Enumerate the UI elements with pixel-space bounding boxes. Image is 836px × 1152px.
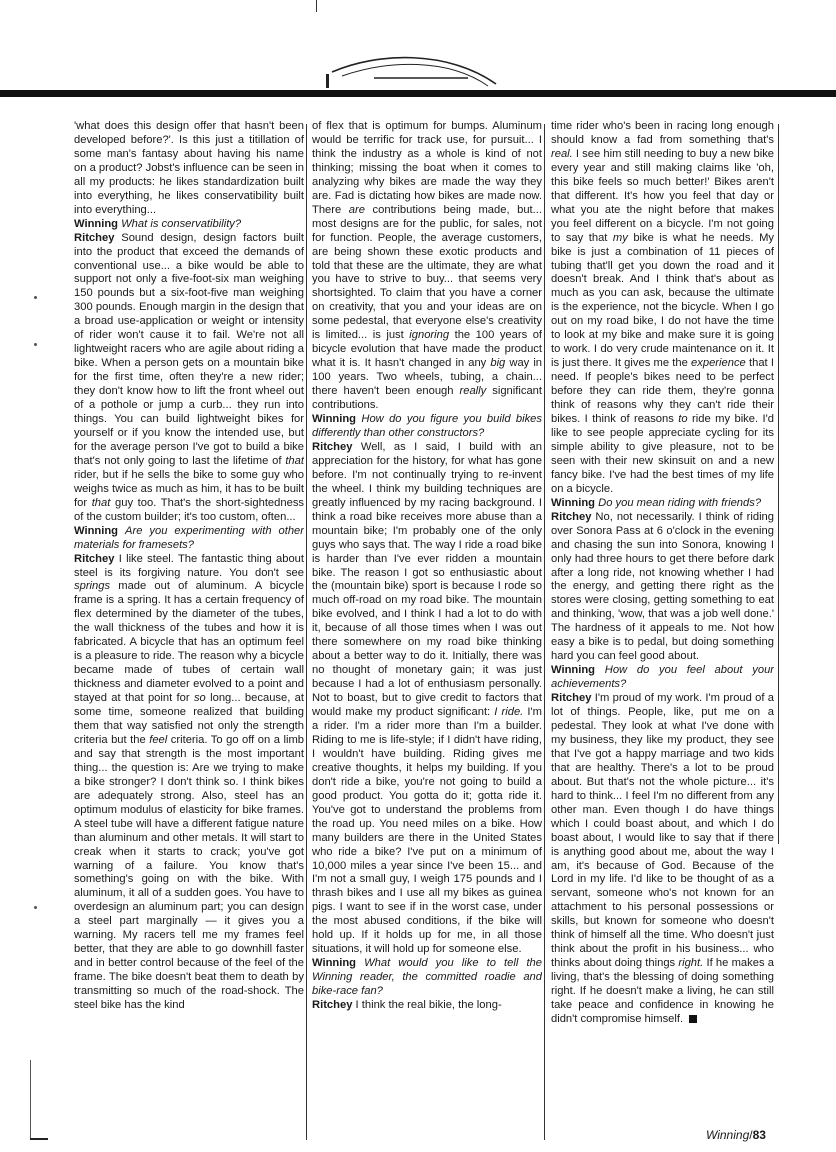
folio-separator: / <box>749 1128 753 1142</box>
column-rule <box>544 124 545 1140</box>
page-header <box>0 0 836 98</box>
interview-answer: Ritchey No, not necessarily. I think of riding over Sonora Pass at 6 o'clock in the evening and chasing the sun into Sonora, knowing I only had three hours to get there before dark after a long ride, not knowing whether I had the energy, and getting there right as the stores were closing, getting something to eat and thinking, 'wow, that was a job well done.' The hardness of it appeals to me. Not how easy a bike is to pedal, but doing something hard you can feel good about. <box>551 510 774 663</box>
speaker-label: Winning <box>551 496 596 509</box>
speaker-label: Winning <box>74 217 119 230</box>
speaker-label: Ritchey <box>74 552 115 565</box>
end-of-article-mark <box>689 1015 697 1023</box>
interview-question: Winning Are you experimenting with other materials for framesets? <box>74 524 304 551</box>
speaker-label: Winning <box>312 957 357 970</box>
interview-answer: Ritchey I like steel. The fantastic thing about steel is its forgiving nature. You don't see springs made out of aluminum. A bicycle frame is a spring. It has a certain frequency of flex determined by the diameter of the tubes, the wall thickness of the tubes and how it is fabricated. A bicycle that has an optimum feel is a pleasure to ride. The reason why a bicycle became made of tubes of certain wall thickness and diameter evolved to a point and stayed at that point for so long... because, at some time, someone realized that building them that way satisfied not only the strength criteria but the feel criteria. To go off on a limb and say that strength is the most important thing... the question is: Are we trying to make a bike stronger? I don't think so. I think bikes are adequately strong. Also, steel has an optimum modulus of elasticity for bike frames. A steel tube will have a different fatigue nature than aluminum and other metals. It will start to creak when it starts to crack; you've got warning of a failure. You know that's something's going on with the bike. With aluminum, it all of a sudden goes. You have to overdesign an aluminum part; you can design a steel part marginally — it gives you a warning. My racers tell me my frames feel better, that they are able to go downhill faster and in better control because of the feel of the frame. The bike doesn't beat them to death by transmitting so much of the road-shock. The steel bike has the kind <box>74 552 304 1012</box>
column-rule <box>778 124 779 844</box>
column-rule <box>306 124 307 1140</box>
page-folio <box>706 1128 766 1142</box>
paragraph: time rider who's been in racing long enough should know a fad from something that's real. I see him still needing to buy a new bike every year and still making claims like 'oh, this bike feels so much better!' Bikes aren't that different. It's how you feel that day or what you ate the night before that makes you feel different on a bicycle. I'm not going to say that my bike is what he needs. My bike is just a combination of 11 pieces of tubing that'll get you down the road and it doesn't break. And I think that's about as much as you can ask, because the ultimate is the experience, not the bicycle. When I go out on my road bike, I do not have the time to look at my bike and make sure it is going to work. I do very crude maintenance on it. It is just there. It gives me the experience that I need. If people's bikes need to be perfect before they can ride them, they're gonna think of reasons why they can't ride their bikes. I think of reasons to ride my bike. I'd like to see people appreciate cycling for its simple ability to give pleasure, not to be seen with their new skinsuit on and a new fancy bike. I've had the best times of my life on a bicycle. <box>551 120 774 495</box>
paragraph: of flex that is optimum for bumps. Aluminum would be terrific for track use, for pursuit... I think the industry as a whole is kind of not thinking; missing the boat when it comes to analyzing why bikes are made the way they are. Fad is dictating how bikes are made now. There are contributions being made, but... most designs are for the public, for sales, not for function. People, the average customers, are being shown these exotic products and told that these are the ultimate, they are what you have to strive to buy... that seems very shortsighted. To claim that you have a corner on creativity, that you and your ideas are on some pedestal, that everyone else's creativity is limited... is just ignoring the 100 years of bicycle evolution that have made the product what it is. It hasn't changed in any big way in 100 years. Two wheels, tubing, a chain... there haven't been enough really significant contributions. <box>312 120 542 412</box>
interview-answer: Ritchey Sound design, design factors built into the product that exceed the demands of conventional use... a bike would be able to support not only a five-foot-six man weighing 150 pounds but a six-foot-five man weighing 300 pounds. Enough margin in the design that a broad use-application or weight or intensity of rider won't cause it to fail. We're not all lightweight racers who are agile about riding a bike. When a person gets on a mountain bike for the first time, often they're a new rider; they don't know how to lift the front wheel out of a pothole or jump a curb... they run into things. You can build lightweight bikes for yourself or if you know the intended use, but for the average person I've got to build a bike that's not only going to last the lifetime of that rider, but if he sells the bike to some guy who weighs twice as much as him, it has to be built for that guy too. That's the short-sightedness of the custom builder; it's too custom, often... <box>74 231 304 523</box>
interview-answer: Ritchey I think the real bikie, the long- <box>312 999 502 1012</box>
interview-answer: Ritchey Well, as I said, I build with an appreciation for the history, for what has gone before. I'm not continually trying to re-invent the wheel. I think my building techniques are greatly influenced by my racing background. I think a road bike receives more abuse than a mountain bike; I'm probably one of the only guys who says that. The way I ride a road bike is harder than I've ever ridden a mountain bike. The reason I got so enthusiastic about the (mountain bike) sport is because I rode so much off-road on my road bike. The mountain bike evolved, and I think I had a lot to do with it, because of all those times when I was out there somewhere on my road bike thinking about a better way to do it. Initially, there was no thought of monetary gain; it was just because I had a lot of enthusiasm personally. Not to boast, but to give credit to factors that would make my product significant: I ride. I'm a rider. I'm a rider more than I'm a builder. Riding to me is life-style; if I didn't have riding, I wouldn't have building. Riding gives me creative thoughts, it helps my building. If you don't ride a bike, you're not going to build a good product. You gotta do it; gotta ride it. You've got to understand the problems from the road up. You need miles on a bike. How many builders are there in the United States who ride a bike? I've put on a minimum of 10,000 miles a year since I've been 15... and I'm not a small guy, I weigh 175 pounds and I thrash bikes and I use all my bikes as guinea pigs. I want to see if in the worst case, under the most abused conditions, if the bike will hold up. If it holds up for me, in all those situations, it will hold up for someone else. <box>312 440 542 956</box>
speaker-label: Winning <box>312 413 357 426</box>
speaker-label: Winning <box>551 664 596 677</box>
page-number: 83 <box>752 1128 766 1142</box>
speaker-label: Winning <box>74 524 119 537</box>
header-swoosh-logo <box>318 46 518 92</box>
scan-speck <box>34 906 37 909</box>
interview-question: Winning How do you figure you build bikes differently than other constructors? <box>312 413 542 439</box>
speaker-label: Ritchey <box>551 510 592 523</box>
speaker-label: Ritchey <box>74 231 115 244</box>
interview-question: Winning What is conservatibility? <box>74 217 242 230</box>
scan-speck <box>34 296 37 299</box>
article-column-1 <box>74 120 304 1145</box>
article-column-3 <box>551 120 774 1145</box>
interview-answer: Ritchey I'm proud of my work. I'm proud of a lot of things. People, like, put me on a pedestal. They look at what I've done with my business, they like my product, they see that I've got a happy marriage and two kids that are healthy. There's a lot to be proud about. But that's not the whole picture... it's hard to think... I feel I'm no different from any other man. Even though I do have things which I could boast about, and which I do boast about, I would like to say that if there is anything good about me, about the way I am, it's because of God. Because of the Lord in my life. I'd like to be thought of as a servant, someone who's not known for an attachment to his personal possessions or skills, but known for someone who doesn't think of himself all the time. Who doesn't just think about the profit in his business... who thinks about doing things right. If he makes a living, that's the blessing of doing something right. If he doesn't make a living, he can still take peace and confidence in knowing he didn't compromise himself. <box>551 692 774 1025</box>
interview-question: Winning What would you like to tell the Winning reader, the committed roadie and bike-race fan? <box>312 957 542 998</box>
interview-question: Winning Do you mean riding with friends? <box>551 496 762 509</box>
top-trim-mark <box>316 0 317 12</box>
scan-speck <box>34 343 37 346</box>
speaker-label: Ritchey <box>312 999 353 1012</box>
speaker-label: Ritchey <box>312 440 353 453</box>
folio-magazine-name: Winning <box>706 1128 750 1142</box>
paragraph: 'what does this design offer that hasn't been developed before?'. Is this just a titillation of some man's fantasy about having his name on a product? Jobst's influence can be seen in all my products: he likes standardization built into everything, he likes conservatibility built into everything... <box>74 120 304 216</box>
crop-line <box>30 1060 31 1140</box>
interview-question: Winning How do you feel about your achievements? <box>551 664 774 691</box>
header-rule <box>0 90 836 97</box>
article-column-2 <box>312 120 542 1145</box>
speaker-label: Ritchey <box>551 692 592 705</box>
crop-mark <box>30 1138 48 1140</box>
